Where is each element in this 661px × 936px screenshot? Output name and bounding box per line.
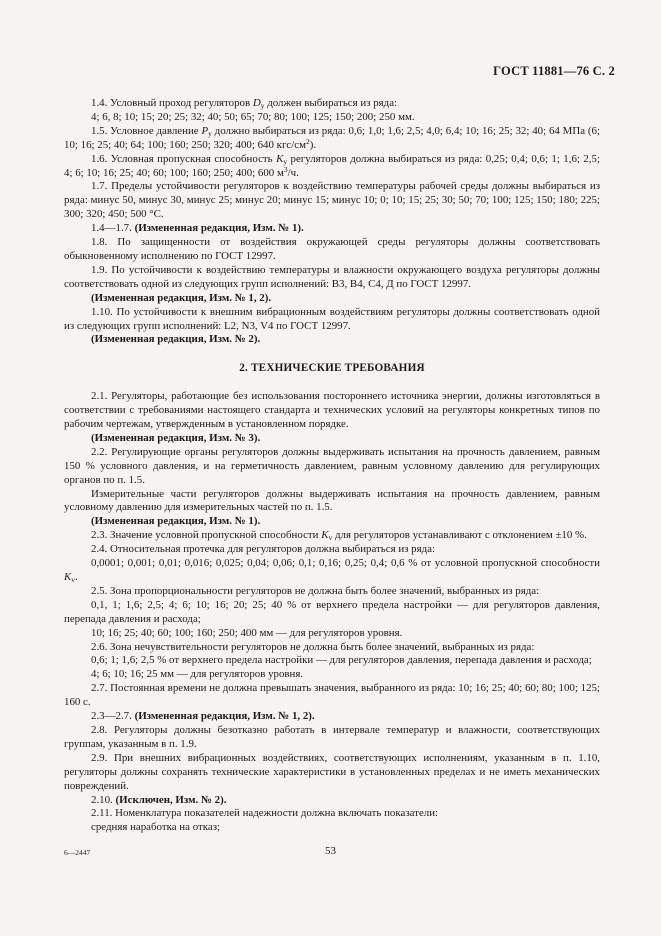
footer-code: 6—2447 <box>64 848 91 857</box>
amendment-note-1-9: (Измененная редакция, Изм. № 1, 2). <box>91 291 272 304</box>
paragraph-1-9: 1.9. По устойчивости к воздействию температуры и влажности окружающего воздуха регуляторы должны соответствовать одной из следующих групп исполнений: В3, В4, С4, Д по ГОСТ 12997. <box>64 263 600 290</box>
paragraph-2-4: 2.4. Относительная протечка для регуляторов должна выбираться из ряда: <box>91 543 436 556</box>
paragraph-2-2: 2.2. Регулирующие органы регуляторов должны выдерживать испытания на прочность давлением, равным 150 % условного давления, и на герметичность давлением, равным условному давлению для регулирующих органов по п. 1.5. <box>64 445 600 486</box>
paragraph-2-6-b: 4; 6; 10; 16; 25 мм — для регуляторов уровня. <box>91 668 304 681</box>
paragraph-2-4-values: 0,0001; 0,001; 0,01; 0,016; 0,025; 0,04; 0,06; 0,1; 0,16; 0,25; 0,4; 0,6 % от условной пропускной способности $K_v$. <box>64 557 600 584</box>
paragraph-1-10: 1.10. По устойчивости к внешним вибрационным воздействиям регуляторы должны соответствовать одной из следующих групп исполнений: L2, N3, V4 по ГОСТ 12997. <box>64 305 600 332</box>
document-body <box>64 97 600 835</box>
paragraph-1-5: 1.5. Условное давление $P_y$ должно выбираться из ряда: 0,6; 1,0; 1,6; 2,5; 4,0; 6,4; 10; 16; 25; 32; 40; 64 МПа (6; 10; 16; 25; 40; 64; 100; 160; 250; 320; 400; 640 кгс/$см^2$). <box>64 124 600 151</box>
paragraph-2-11-a: средняя наработка на отказ; <box>91 821 221 834</box>
amendment-note-2-3-2-7: 2.3—2.7. (Измененная редакция, Изм. № 1, 2). <box>91 710 315 723</box>
page-number: 53 <box>325 845 336 857</box>
paragraph-1-4: 1.4. Условный проход регуляторов $D_y$ должен выбираться из ряда: <box>91 97 398 110</box>
paragraph-2-11: 2.11. Номенклатура показателей надежности должна включать показатели: <box>91 807 439 820</box>
paragraph-2-7: 2.7. Постоянная времени не должна превышать значения, выбранного из ряда: 10; 16; 25; 40; 60; 80; 100; 125; 160 с. <box>64 682 600 709</box>
paragraph-2-10: 2.10. (Исключен, Изм. № 2). <box>91 793 227 806</box>
amendment-note-1-4-1-7: 1.4—1.7. (Измененная редакция, Изм. № 1). <box>91 222 304 235</box>
amendment-note-1-10: (Измененная редакция, Изм. № 2). <box>91 333 261 346</box>
paragraph-2-9: 2.9. При внешних вибрационных воздействиях, соответствующих исполнениям, указанным в п. 1.10, регуляторы должны сохранять технические характеристики в установленных пределах и не иметь механических повреждений. <box>64 751 600 792</box>
paragraph-1-7: 1.7. Пределы устойчивости регуляторов к воздействию температуры рабочей среды должны выбираться из ряда: минус 50, минус 30, минус 25; минус 20; минус 15; минус 10; 0; 10; 15; 25; 30; 50; 70; 100; 125; 150; 180; 225; 300; 320; 450; 500 °С. <box>64 180 600 221</box>
paragraph-1-4-values: 4; 6, 8; 10; 15; 20; 25; 32; 40; 50; 65; 70; 80; 100; 125; 150; 200; 250 мм. <box>91 110 415 123</box>
section-title: 2. ТЕХНИЧЕСКИЕ ТРЕБОВАНИЯ <box>239 362 425 375</box>
paragraph-2-5: 2.5. Зона пропорциональности регуляторов не должна быть более значений, выбранных из ряда: <box>91 584 540 597</box>
paragraph-2-5-a: 0,1, 1; 1,6; 2,5; 4; 6; 10; 16; 20; 25; 40 % от верхнего предела настройки — для регуляторов давления, перепада давления и расхода; <box>64 598 600 625</box>
paragraph-2-2-b: Измерительные части регуляторов должны выдерживать испытания на прочность давлением, равным условному давлению для измерительных частей по п. 1.5. <box>64 487 600 514</box>
page-header: ГОСТ 11881—76 С. 2 <box>493 64 615 78</box>
paragraph-2-6: 2.6. Зона нечувствительности регуляторов не должна быть более значений, выбранных из ряда: <box>91 640 535 653</box>
amendment-note-2-1: (Измененная редакция, Изм. № 3). <box>91 431 261 444</box>
paragraph-2-5-b: 10; 16; 25; 40; 60; 100; 160; 250; 400 мм — для регуляторов уровня. <box>91 626 403 639</box>
paragraph-1-6: 1.6. Условная пропускная способность $K_y$ регуляторов должна выбираться из ряда: 0,25; 0,4; 0,6; 1; 1,6; 2,5; 4; 6; 10; 16; 25; 40; 60; 100; 160; 250; 400; 600 $м^3/ч$. <box>64 152 601 179</box>
paragraph-2-1: 2.1. Регуляторы, работающие без использования постороннего источника энергии, должны изготовляться в соответствии с требованиями настоящего стандарта и технических условий на регуляторы конкретных типов по рабочим чертежам, утвержденным в установленном порядке. <box>64 390 600 431</box>
paragraph-2-6-a: 0,6; 1; 1,6; 2,5 % от верхнего предела настройки — для регуляторов давления, перепада давления и расхода; <box>91 654 592 667</box>
paragraph-1-8: 1.8. По защищенности от воздействия окружающей среды регуляторы должны соответствовать обыкновенному исполнению по ГОСТ 12997. <box>64 236 600 262</box>
paragraph-2-8: 2.8. Регуляторы должны безотказно работать в интервале температур и влажности, соответствующих группам, указанным в п. 1.9. <box>64 723 600 750</box>
paragraph-2-3: 2.3. Значение условной пропускной способности $K_v$ для регуляторов устанавливают с отклонением ±10 %. <box>91 529 587 543</box>
amendment-note-2-2: (Измененная редакция, Изм. № 1). <box>91 515 261 528</box>
